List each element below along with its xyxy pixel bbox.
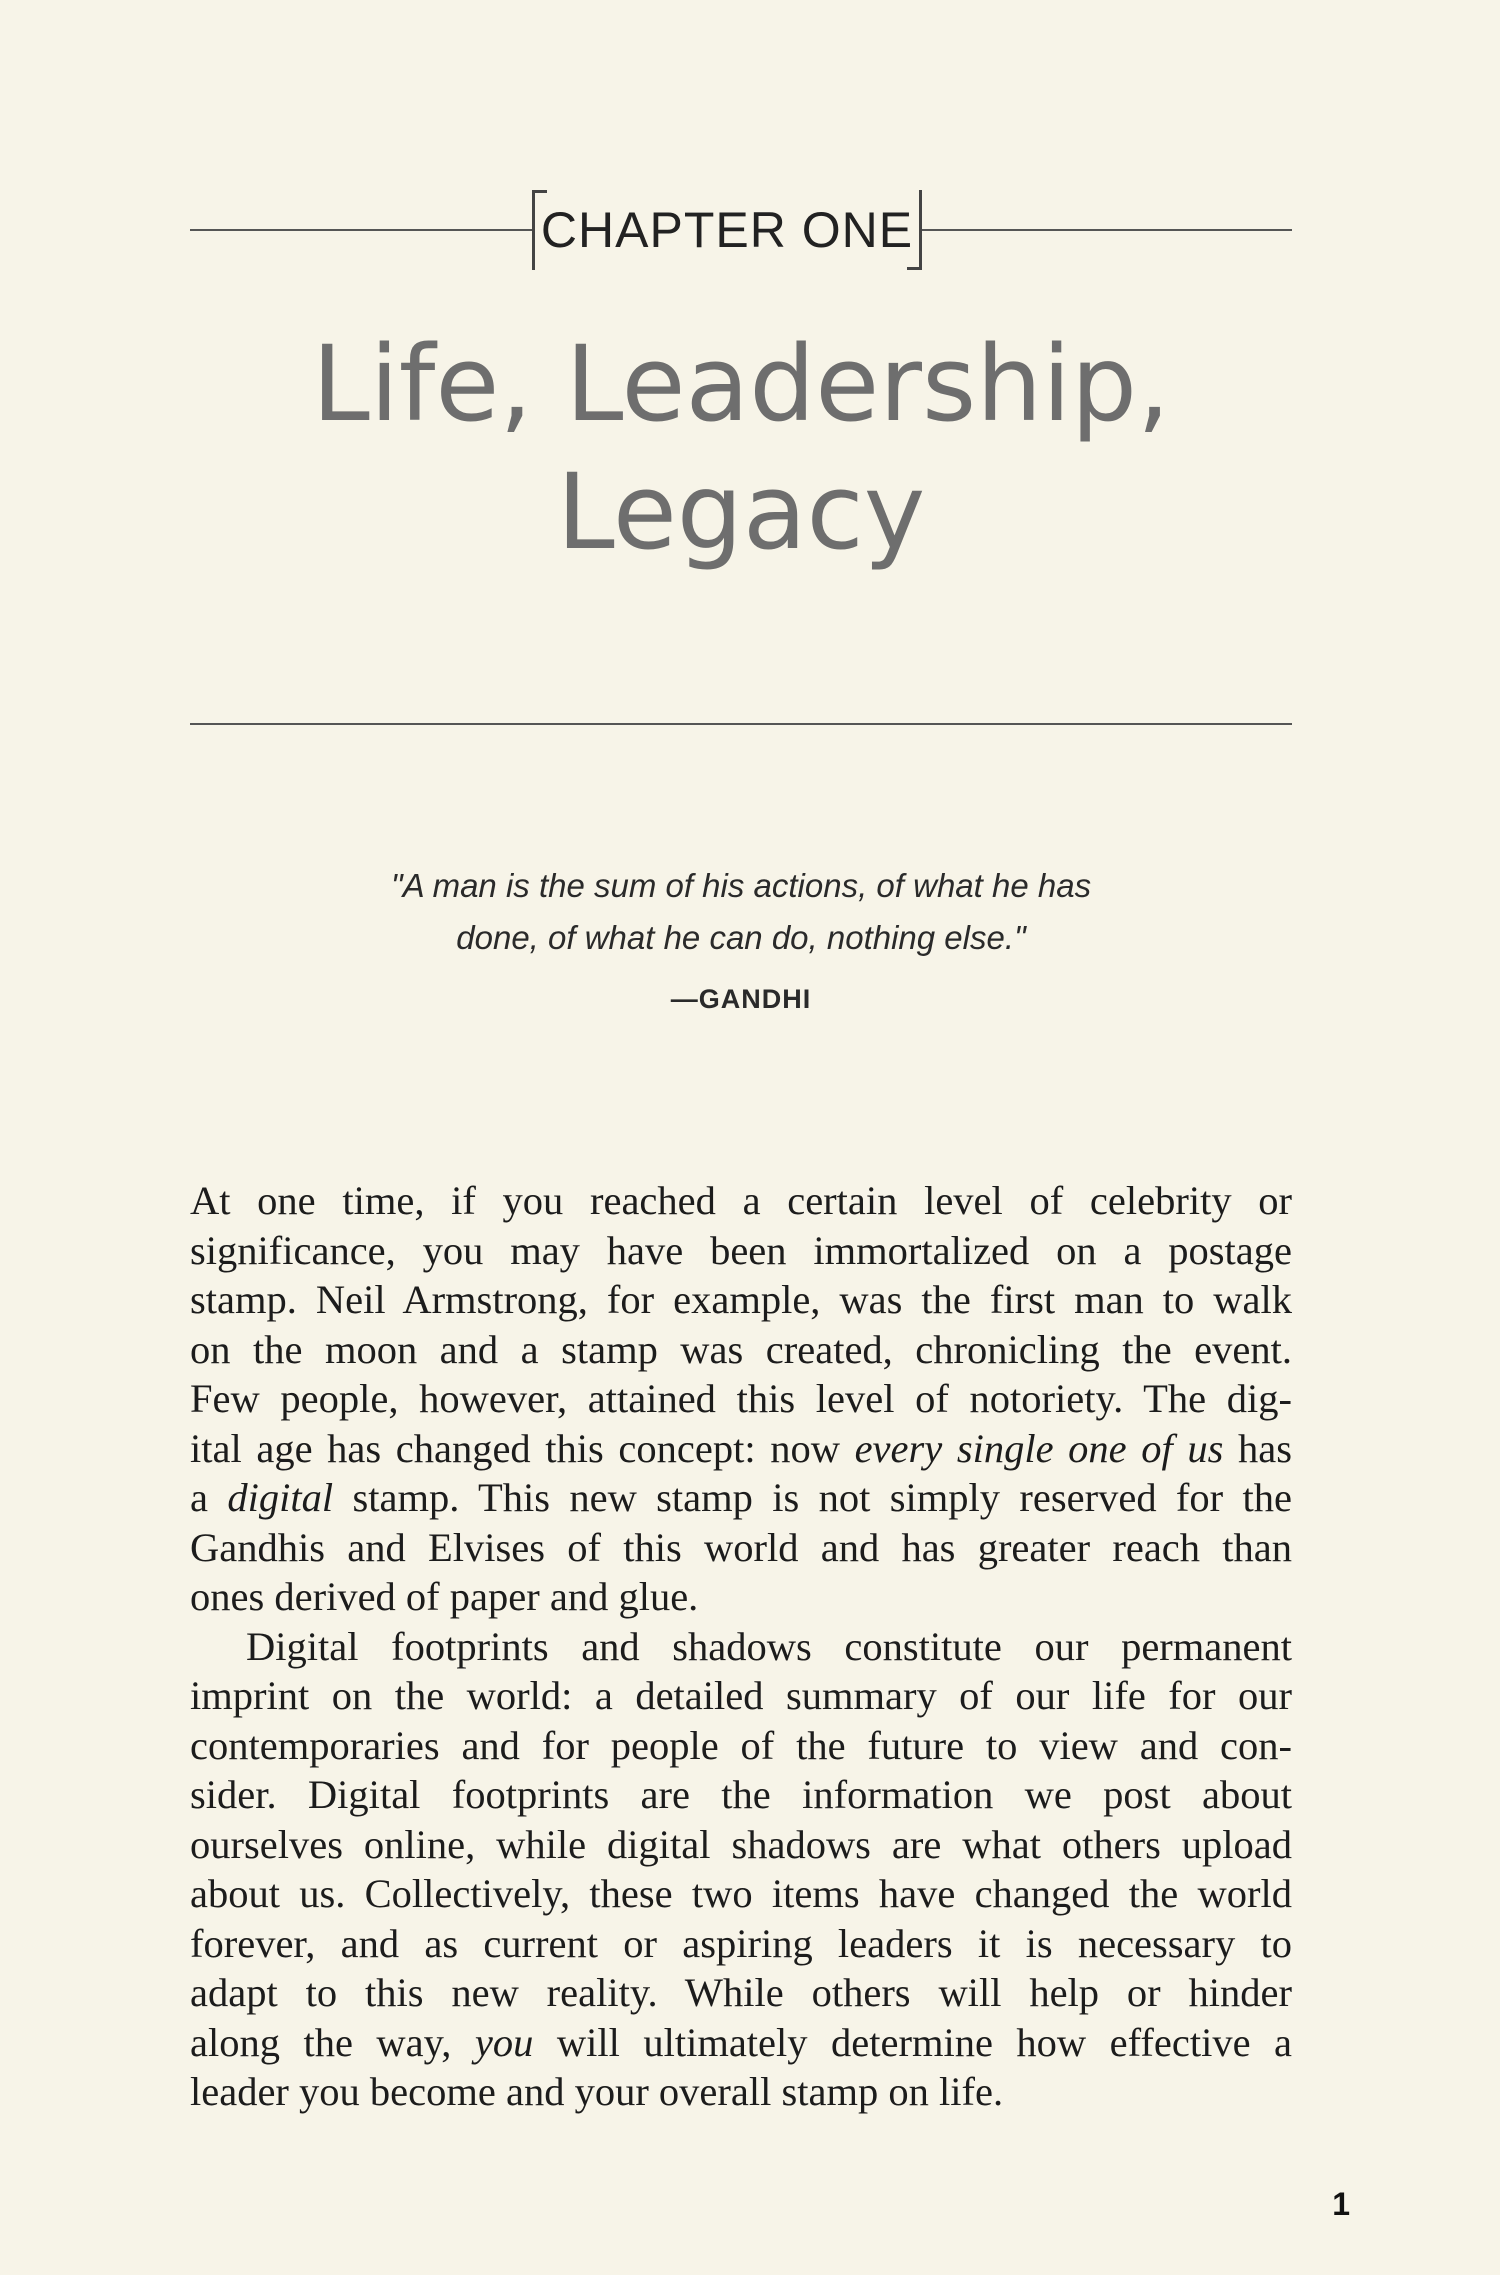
- page-number: 1: [1332, 2186, 1350, 2222]
- paragraph-2-line: about us. Collectively, these two items have changed the world: [190, 1871, 1292, 1916]
- paragraph-1-line: Few people, however, attained this level of notoriety. The dig-: [190, 1376, 1292, 1421]
- paragraph-2-line: forever, and as current or aspiring leaders it is necessary to: [190, 1920, 1292, 1966]
- paragraph-2-line: contemporaries and for people of the future to view and con-: [190, 1722, 1292, 1768]
- paragraph-2: [190, 1622, 1292, 2117]
- chapter-rule-right: [922, 229, 1292, 231]
- chapter-title: [190, 320, 1292, 576]
- epigraph: [190, 860, 1292, 1015]
- emphasis-text: digital: [227, 1475, 334, 1520]
- title-divider: [190, 723, 1292, 725]
- chapter-heading: [190, 190, 1292, 270]
- paragraph-1-line: significance, you may have been immortalized on a postage: [190, 1227, 1292, 1273]
- epigraph-attribution: —GANDHI: [670, 984, 812, 1014]
- emphasis-text: every single one of us: [854, 1425, 1224, 1471]
- body-text: [190, 1176, 1292, 2117]
- chapter-title-line-1: Life, Leadership,: [311, 323, 1171, 445]
- paragraph-2-line: imprint on the world: a detailed summary of our life for our: [190, 1673, 1292, 1718]
- paragraph-2-line: ourselves online, while digital shadows are what others upload: [190, 1821, 1292, 1867]
- epigraph-quote-line-1: "A man is the sum of his actions, of what he has: [390, 867, 1092, 904]
- paragraph-2-line: along the way, you will ultimately determine how effective a: [190, 2019, 1292, 2065]
- chapter-rule-left: [190, 229, 532, 231]
- paragraph-2-line: adapt to this new reality. While others will help or hinder: [190, 1970, 1292, 2015]
- paragraph-1-line: a digital stamp. This new stamp is not simply reserved for the: [190, 1475, 1292, 1520]
- paragraph-2-line: leader you become and your overall stamp on life.: [190, 2069, 1004, 2114]
- chapter-title-line-2: Legacy: [556, 451, 926, 573]
- paragraph-2-line: Digital footprints and shadows constitute our permanent: [246, 1623, 1292, 1669]
- paragraph-1-line: ital age has changed this concept: now every single one of us has: [190, 1425, 1292, 1471]
- epigraph-quote: [311, 860, 1171, 964]
- chapter-label: CHAPTER ONE: [532, 190, 922, 270]
- paragraph-1-line: ones derived of paper and glue.: [190, 1574, 699, 1619]
- paragraph-1: [190, 1176, 1292, 1622]
- paragraph-1-line: stamp. Neil Armstrong, for example, was the first man to walk: [190, 1277, 1292, 1322]
- emphasis-text: you: [474, 2019, 534, 2065]
- epigraph-quote-line-2: done, of what he can do, nothing else.": [456, 919, 1026, 956]
- paragraph-1-line: on the moon and a stamp was created, chronicling the event.: [190, 1326, 1292, 1372]
- paragraph-1-line: Gandhis and Elvises of this world and has greater reach than: [190, 1524, 1292, 1570]
- paragraph-1-line: At one time, if you reached a certain level of celebrity or: [190, 1178, 1292, 1223]
- paragraph-2-line: sider. Digital footprints are the information we post about: [190, 1772, 1292, 1817]
